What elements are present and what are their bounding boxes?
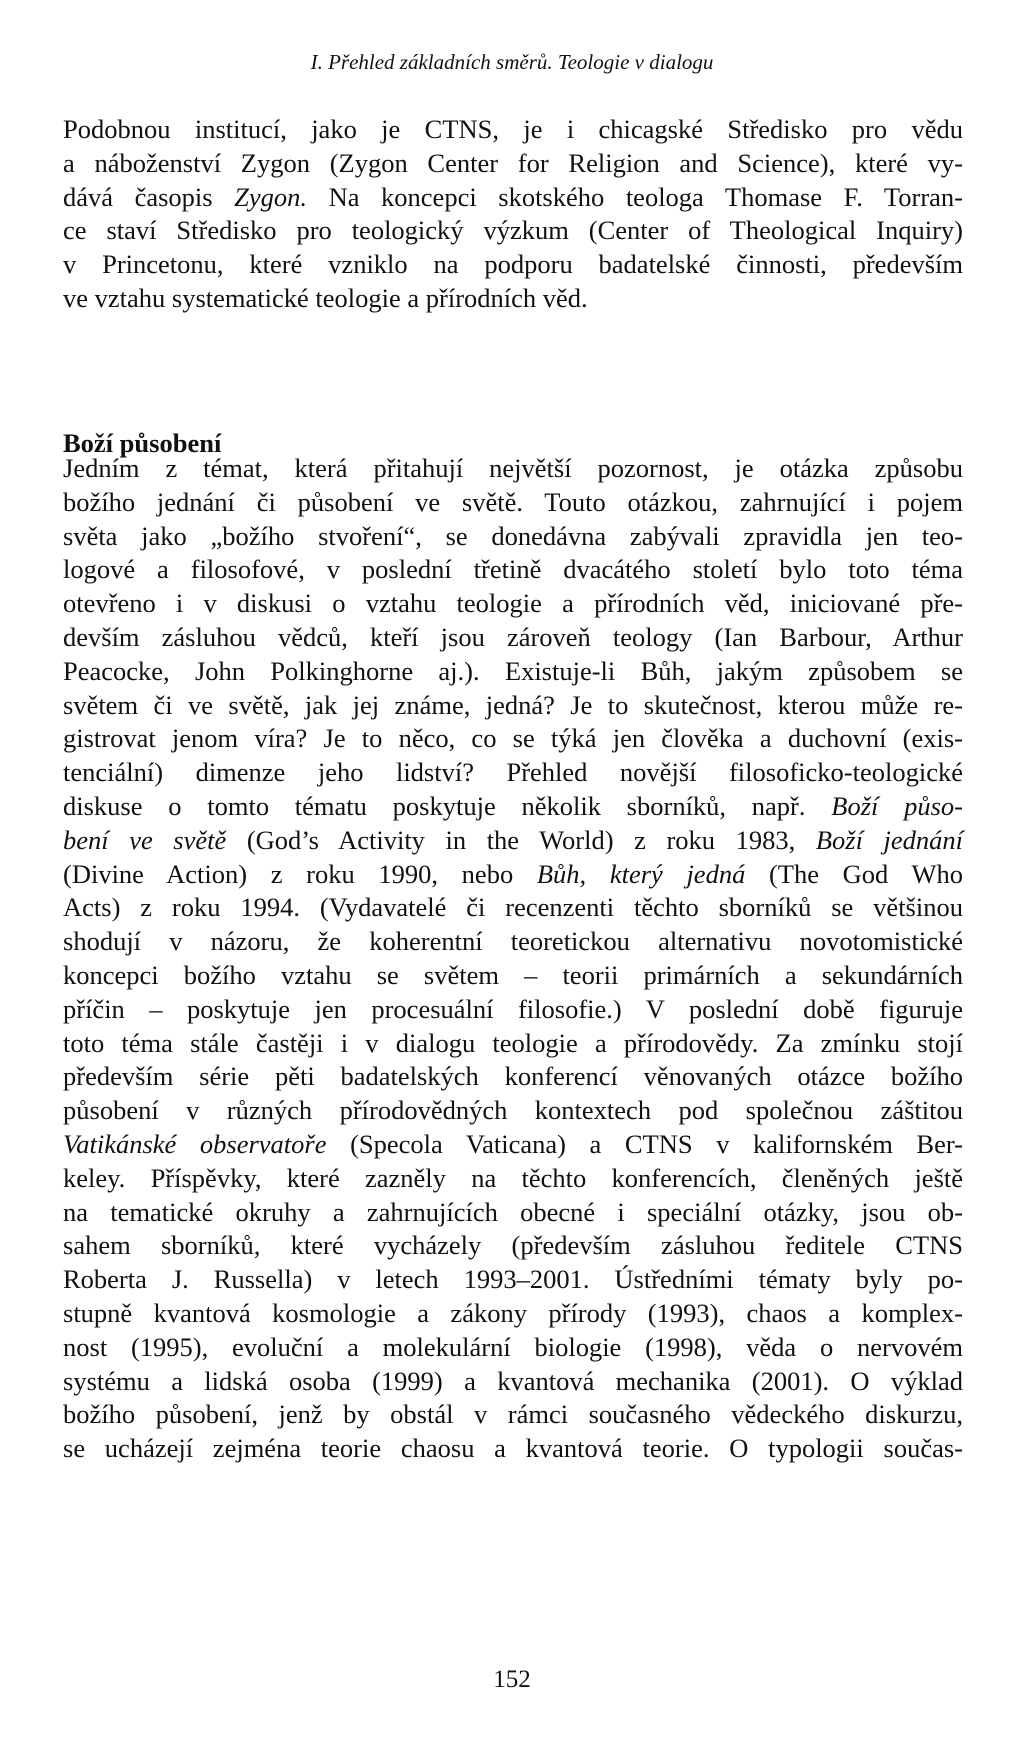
text-line: devším zásluhou vědců, kteří jsou zároveň teology (Ian Barbour, Arthur: [63, 621, 963, 652]
text-line: koncepci božího vztahu se světem – teorii primárních a sekundárních: [63, 959, 963, 990]
text-line: Acts) z roku 1994. (Vydavatelé či recenzenti těchto sborníků se většinou: [63, 892, 963, 923]
text-line: božího působení, jenž by obstál v rámci současného vědeckého diskurzu,: [63, 1399, 963, 1430]
text-line: diskuse o tomto tématu poskytuje několik sborníků, např. Boží půso-: [63, 790, 964, 821]
paragraph-2: [63, 452, 963, 1466]
text-line: keley. Příspěvky, které zazněly na těchto konferencích, členěných ještě: [63, 1162, 963, 1193]
text-line: systému a lidská osoba (1999) a kvantová mechanika (2001). O výklad: [63, 1365, 963, 1396]
text-line: (Divine Action) z roku 1990, nebo Bůh, který jedná (The God Who: [63, 858, 963, 889]
text-line: Vatikánské observatoře (Specola Vaticana) a CTNS v kalifornském Ber-: [63, 1128, 963, 1159]
text-line: a náboženství Zygon (Zygon Center for Religion and Science), které vy-: [63, 147, 963, 178]
text-line: gistrovat jenom víra? Je to něco, co se týká jen člověka a duchovní (exis-: [63, 723, 963, 754]
text-line: ve vztahu systematické teologie a přírodních věd.: [63, 282, 588, 313]
text-line: na tematické okruhy a zahrnujících obecné i speciální otázky, jsou ob-: [63, 1196, 963, 1227]
text-line: Peacocke, John Polkinghorne aj.). Existuje-li Bůh, jakým způsobem se: [63, 655, 963, 686]
text-line: nost (1995), evoluční a molekulární biologie (1998), věda o nervovém: [63, 1331, 963, 1362]
text-line: tenciální) dimenze jeho lidství? Přehled novější filosoficko-teologické: [63, 757, 963, 788]
text-line: dává časopis Zygon. Na koncepci skotského teologa Thomase F. Torran-: [63, 181, 963, 212]
paragraph-1: [63, 113, 963, 316]
book-title-italic: Bůh, který jedná: [536, 858, 746, 889]
text-line: stupně kvantová kosmologie a zákony přírody (1993), chaos a komplex-: [63, 1297, 963, 1328]
text-line: toto téma stále častěji i v dialogu teologie a přírodovědy. Za zmínku stojí: [63, 1027, 963, 1058]
running-head: I. Přehled základních směrů. Teologie v dialogu: [310, 50, 714, 74]
text-line: sahem sborníků, které vycházely (především zásluhou ředitele CTNS: [63, 1230, 963, 1261]
journal-title-italic: Zygon.: [234, 181, 308, 212]
text-line: světa jako „božího stvoření“, se donedávna zabývali zpravidla jen teo-: [63, 520, 963, 551]
text-line: Podobnou institucí, jako je CTNS, je i chicagské Středisko pro vědu: [63, 114, 963, 144]
text-line: logové a filosofové, v poslední třetině dvacátého století bylo toto téma: [63, 554, 963, 585]
text-line: Roberta J. Russella) v letech 1993–2001. Ústředními tématy byly po-: [63, 1264, 963, 1295]
text-line: božího jednání či působení ve světě. Touto otázkou, zahrnující i pojem: [63, 486, 963, 517]
page-number: 152: [493, 1666, 531, 1693]
section-heading: Boží působení: [63, 428, 222, 458]
text-line: Jedním z témat, která přitahují největší pozornost, je otázka způsobu: [63, 453, 963, 483]
text-line: především série pěti badatelských konferencí věnovaných otázce božího: [63, 1061, 963, 1092]
text-line: se ucházejí zejména teorie chaosu a kvantová teorie. O typologii součas-: [63, 1433, 963, 1464]
text-line: ce staví Středisko pro teologický výzkum (Center of Theological Inquiry): [63, 215, 963, 246]
text-line: příčin – poskytuje jen procesuální filosofie.) V poslední době figuruje: [63, 993, 963, 1024]
text-line: shodují v názoru, že koherentní teoretickou alternativu novotomistické: [63, 926, 963, 957]
text-line: světem či ve světě, jak jej známe, jedná? Je to skutečnost, kterou může re-: [63, 689, 963, 720]
institution-italic: Vatikánské observatoře: [63, 1128, 327, 1159]
book-title-italic: Boží jednání: [815, 824, 963, 855]
text-line: působení v různých přírodovědných kontextech pod společnou záštitou: [63, 1095, 963, 1126]
text-line: v Princetonu, které vzniklo na podporu badatelské činnosti, především: [63, 249, 963, 280]
text-line: otevřeno i v diskusi o vztahu teologie a přírodních věd, iniciované pře-: [63, 588, 963, 619]
text-line: bení ve světě (God’s Activity in the World) z roku 1983, Boží jednání: [63, 824, 963, 855]
book-title-italic: bení ve světě: [63, 824, 227, 855]
book-title-italic: Boží půso-: [831, 790, 964, 821]
